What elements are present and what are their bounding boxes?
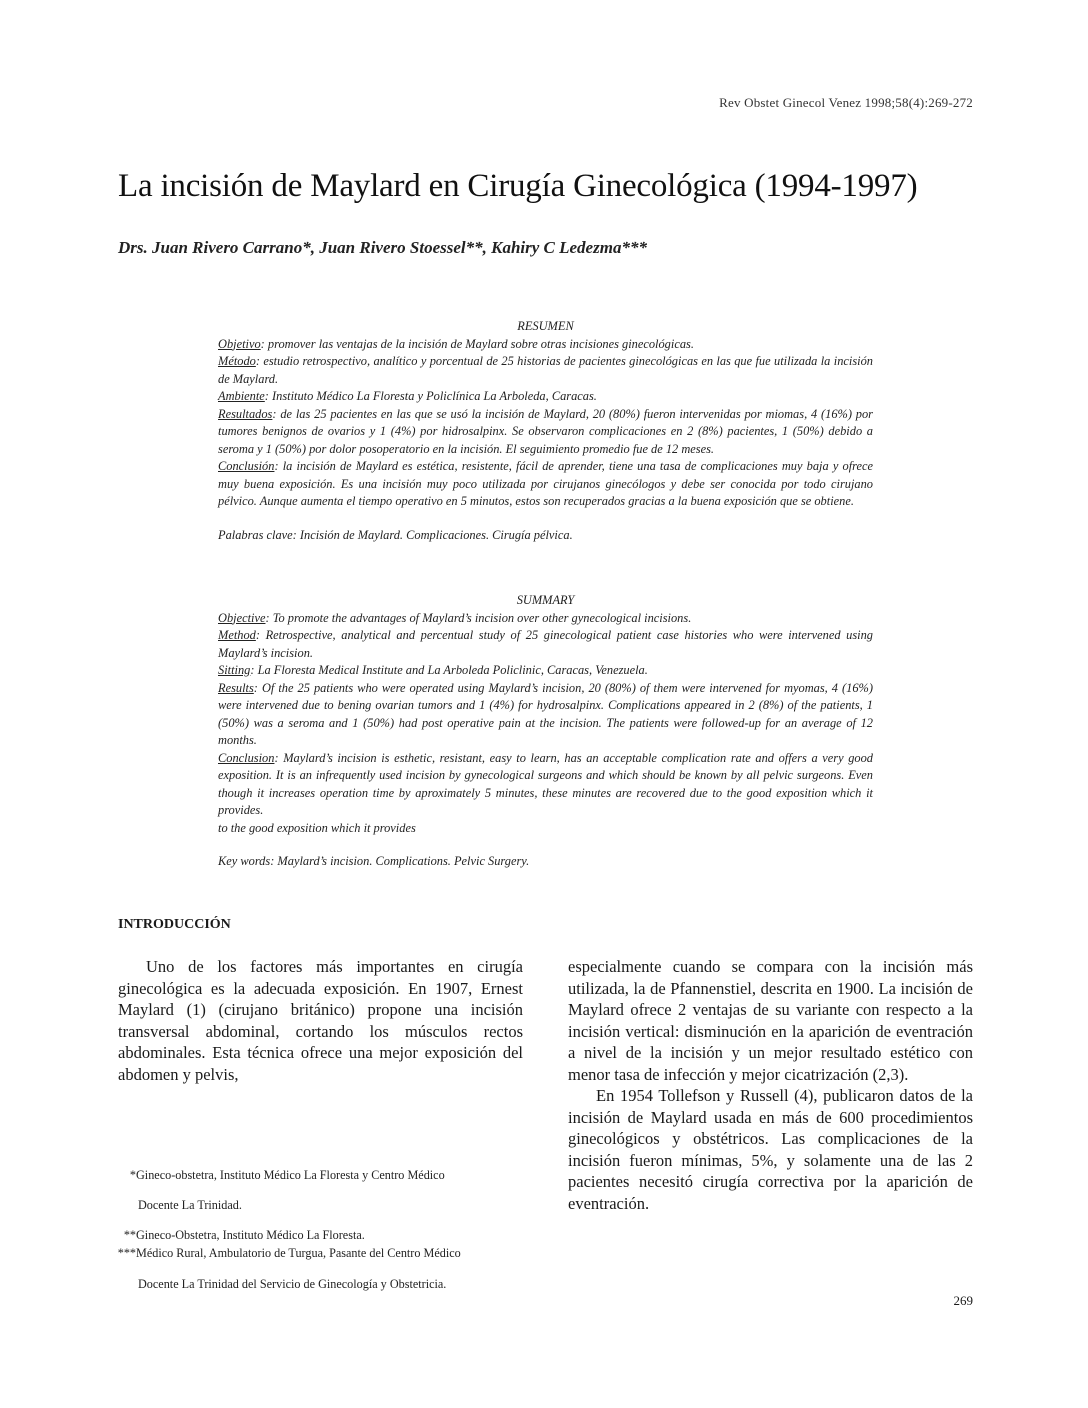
resumen-resultados [218, 406, 873, 459]
resumen-ambiente [218, 388, 873, 406]
introduction-heading: INTRODUCCIÓN [118, 917, 231, 932]
footnote-1-marker: * [129, 1168, 136, 1182]
resumen-resultados-text: : de las 25 pacientes en las que se usó la incisión de Maylard, 20 (80%) fueron intervenidas por miomas, 4 (16%) por tumores benignos de ovarios y 1 (4%) por hidrosalpinx. Se observaron complicaciones en 2 (8%) pacientes, 1 (50%) debido a seroma y 1 (50%) por dolor posoperatorio en la incisión. El seguimiento promedio fue de 12 meses. [218, 406, 873, 456]
footnote-1-line2: Docente La Trinidad. [138, 1198, 242, 1213]
summary-conclusion-label: Conclusion [218, 750, 275, 765]
footnote-2-marker: ** [123, 1228, 136, 1243]
page-number: 269 [953, 1293, 973, 1308]
summary-sitting [218, 662, 873, 680]
summary-sitting-label: Sitting [218, 663, 251, 677]
summary-method [218, 627, 873, 662]
footnote-2 [118, 1226, 538, 1244]
summary-results-text: : Of the 25 patients who were operated using Maylard’s incision, 20 (80%) of them were intervened for myomas, 4 (16%) were intervened due to bening ovarian tumors and 1 (4%) for hydrosalpinx. Complications appeared in 2 (8%) of the patients, 1 (50%) was a seroma and 1 (50%) had post operative pain at the incision. The patients were followed-up for an average of 12 months. [218, 680, 873, 747]
summary-conclusion [218, 750, 873, 820]
summary-objective-text: : To promote the advantages of Maylard’s incision over other gynecological incisions. [265, 610, 692, 625]
footnote-1-line1: Gineco-obstetra, Instituto Médico La Floresta y Centro Médico [136, 1168, 445, 1182]
summary-heading: SUMMARY [516, 593, 575, 607]
summary-extra-line: to the good exposition which it provides [218, 820, 416, 835]
resumen-metodo-text: : estudio retrospectivo, analítico y porcentual de 25 historias de pacientes ginecológicas en las que fue utilizada la incisión de Maylard. [218, 354, 873, 386]
author-footnotes [118, 1166, 538, 1305]
summary-results-label: Results [218, 680, 254, 695]
summary-keywords: Key words: Maylard’s incision. Complications. Pelvic Surgery. [218, 854, 530, 868]
article-title: La incisión de Maylard en Cirugía Ginecológica (1994-1997) [118, 168, 918, 204]
introduction-right-column [568, 956, 973, 1214]
summary-abstract [218, 592, 873, 871]
summary-results [218, 680, 873, 750]
introduction-paragraph-1-continued: especialmente cuando se compara con la incisión más utilizada, la de Pfannenstiel, descrita en 1900. La incisión de Maylard ofrece 2 ventajas de su variante con respecto a la incisión vertical: disminución en la aparición de eventración a nivel de la incisión y un mejor resultado estético con menor tasa de infección y mejor cicatrización (2,3). [568, 957, 973, 1084]
introduction-left-column [118, 956, 523, 1085]
resumen-conclusion-label: Conclusión [218, 459, 275, 473]
summary-objective-label: Objective [218, 610, 266, 625]
summary-conclusion-text: : Maylard’s incision is esthetic, resistant, easy to learn, has an acceptable complication rate and offers a very good exposition. It is an infrequently used incision by gynecological surgeons and which should be known by all pelvic surgeons. Even though it increases operation time by aproximately 5 minutes, these minutes are recovered due to the good exposition which it provides. [218, 750, 873, 817]
introduction-paragraph-2: En 1954 Tollefson y Russell (4), publicaron datos de la incisión de Maylard usada en más de 600 procedimientos ginecológicos y obstétricos. Las complicaciones de la incisión fueron mínimas, 5%, y solamente una de las 2 pacientes necesitó cirugía correctiva por la aparición de eventración. [568, 1086, 973, 1213]
resumen-conclusion [218, 458, 873, 511]
resumen-keywords: Palabras clave: Incisión de Maylard. Complicaciones. Cirugía pélvica. [218, 527, 573, 542]
resumen-objetivo [218, 336, 873, 354]
summary-sitting-text: : La Floresta Medical Institute and La Arboleda Policlinic, Caracas, Venezuela. [250, 663, 648, 677]
journal-reference: Rev Obstet Ginecol Venez 1998;58(4):269-272 [719, 95, 973, 110]
resumen-conclusion-text: : la incisión de Maylard es estética, resistente, fácil de aprender, tiene una tasa de complicaciones muy baja y ofrece muy buena exposición. Es una incisión muy poco utilizada por cirujanos ginecólogos y debe ser conocida por todo cirujano pélvico. Aunque aumenta el tiempo operativo en 5 minutos, estos son recuperados gracias a la buena exposición que se obtiene. [218, 459, 873, 508]
footnote-3-marker: *** [117, 1246, 136, 1261]
footnote-1 [118, 1166, 538, 1184]
resumen-ambiente-text: : Instituto Médico La Floresta y Policlínica La Arboleda, Caracas. [264, 389, 597, 403]
footnote-2-line1: Gineco-Obstetra, Instituto Médico La Floresta. [136, 1228, 365, 1243]
resumen-resultados-label: Resultados [218, 406, 273, 421]
footnote-3-line1: Médico Rural, Ambulatorio de Turgua, Pasante del Centro Médico [136, 1246, 461, 1261]
resumen-objetivo-text: : promover las ventajas de la incisión de Maylard sobre otras incisiones ginecológicas. [260, 336, 694, 351]
footnote-3 [118, 1244, 538, 1262]
resumen-metodo [218, 353, 873, 388]
introduction-paragraph-1: Uno de los factores más importantes en cirugía ginecológica es la adecuada exposición. En 1907, Ernest Maylard (1) (cirujano británico) propone una incisión transversal abdominal, cortando los músculos rectos abdominales. Esta técnica ofrece una mejor exposición del abdomen y pelvis, [118, 957, 523, 1084]
resumen-abstract [218, 318, 873, 544]
resumen-objetivo-label: Objetivo [218, 336, 261, 351]
resumen-metodo-label: Método [218, 354, 256, 368]
resumen-ambiente-label: Ambiente [218, 389, 265, 403]
summary-objective [218, 610, 873, 628]
summary-method-label: Method [218, 628, 256, 642]
resumen-heading: RESUMEN [517, 319, 574, 333]
summary-method-text: : Retrospective, analytical and percentual study of 25 ginecological patient case histories who were intervened using Maylard’s incision. [218, 628, 873, 660]
footnote-3-line2: Docente La Trinidad del Servicio de Ginecología y Obstetricia. [138, 1276, 447, 1291]
article-authors: Drs. Juan Rivero Carrano*, Juan Rivero Stoessel**, Kahiry C Ledezma*** [118, 238, 647, 257]
